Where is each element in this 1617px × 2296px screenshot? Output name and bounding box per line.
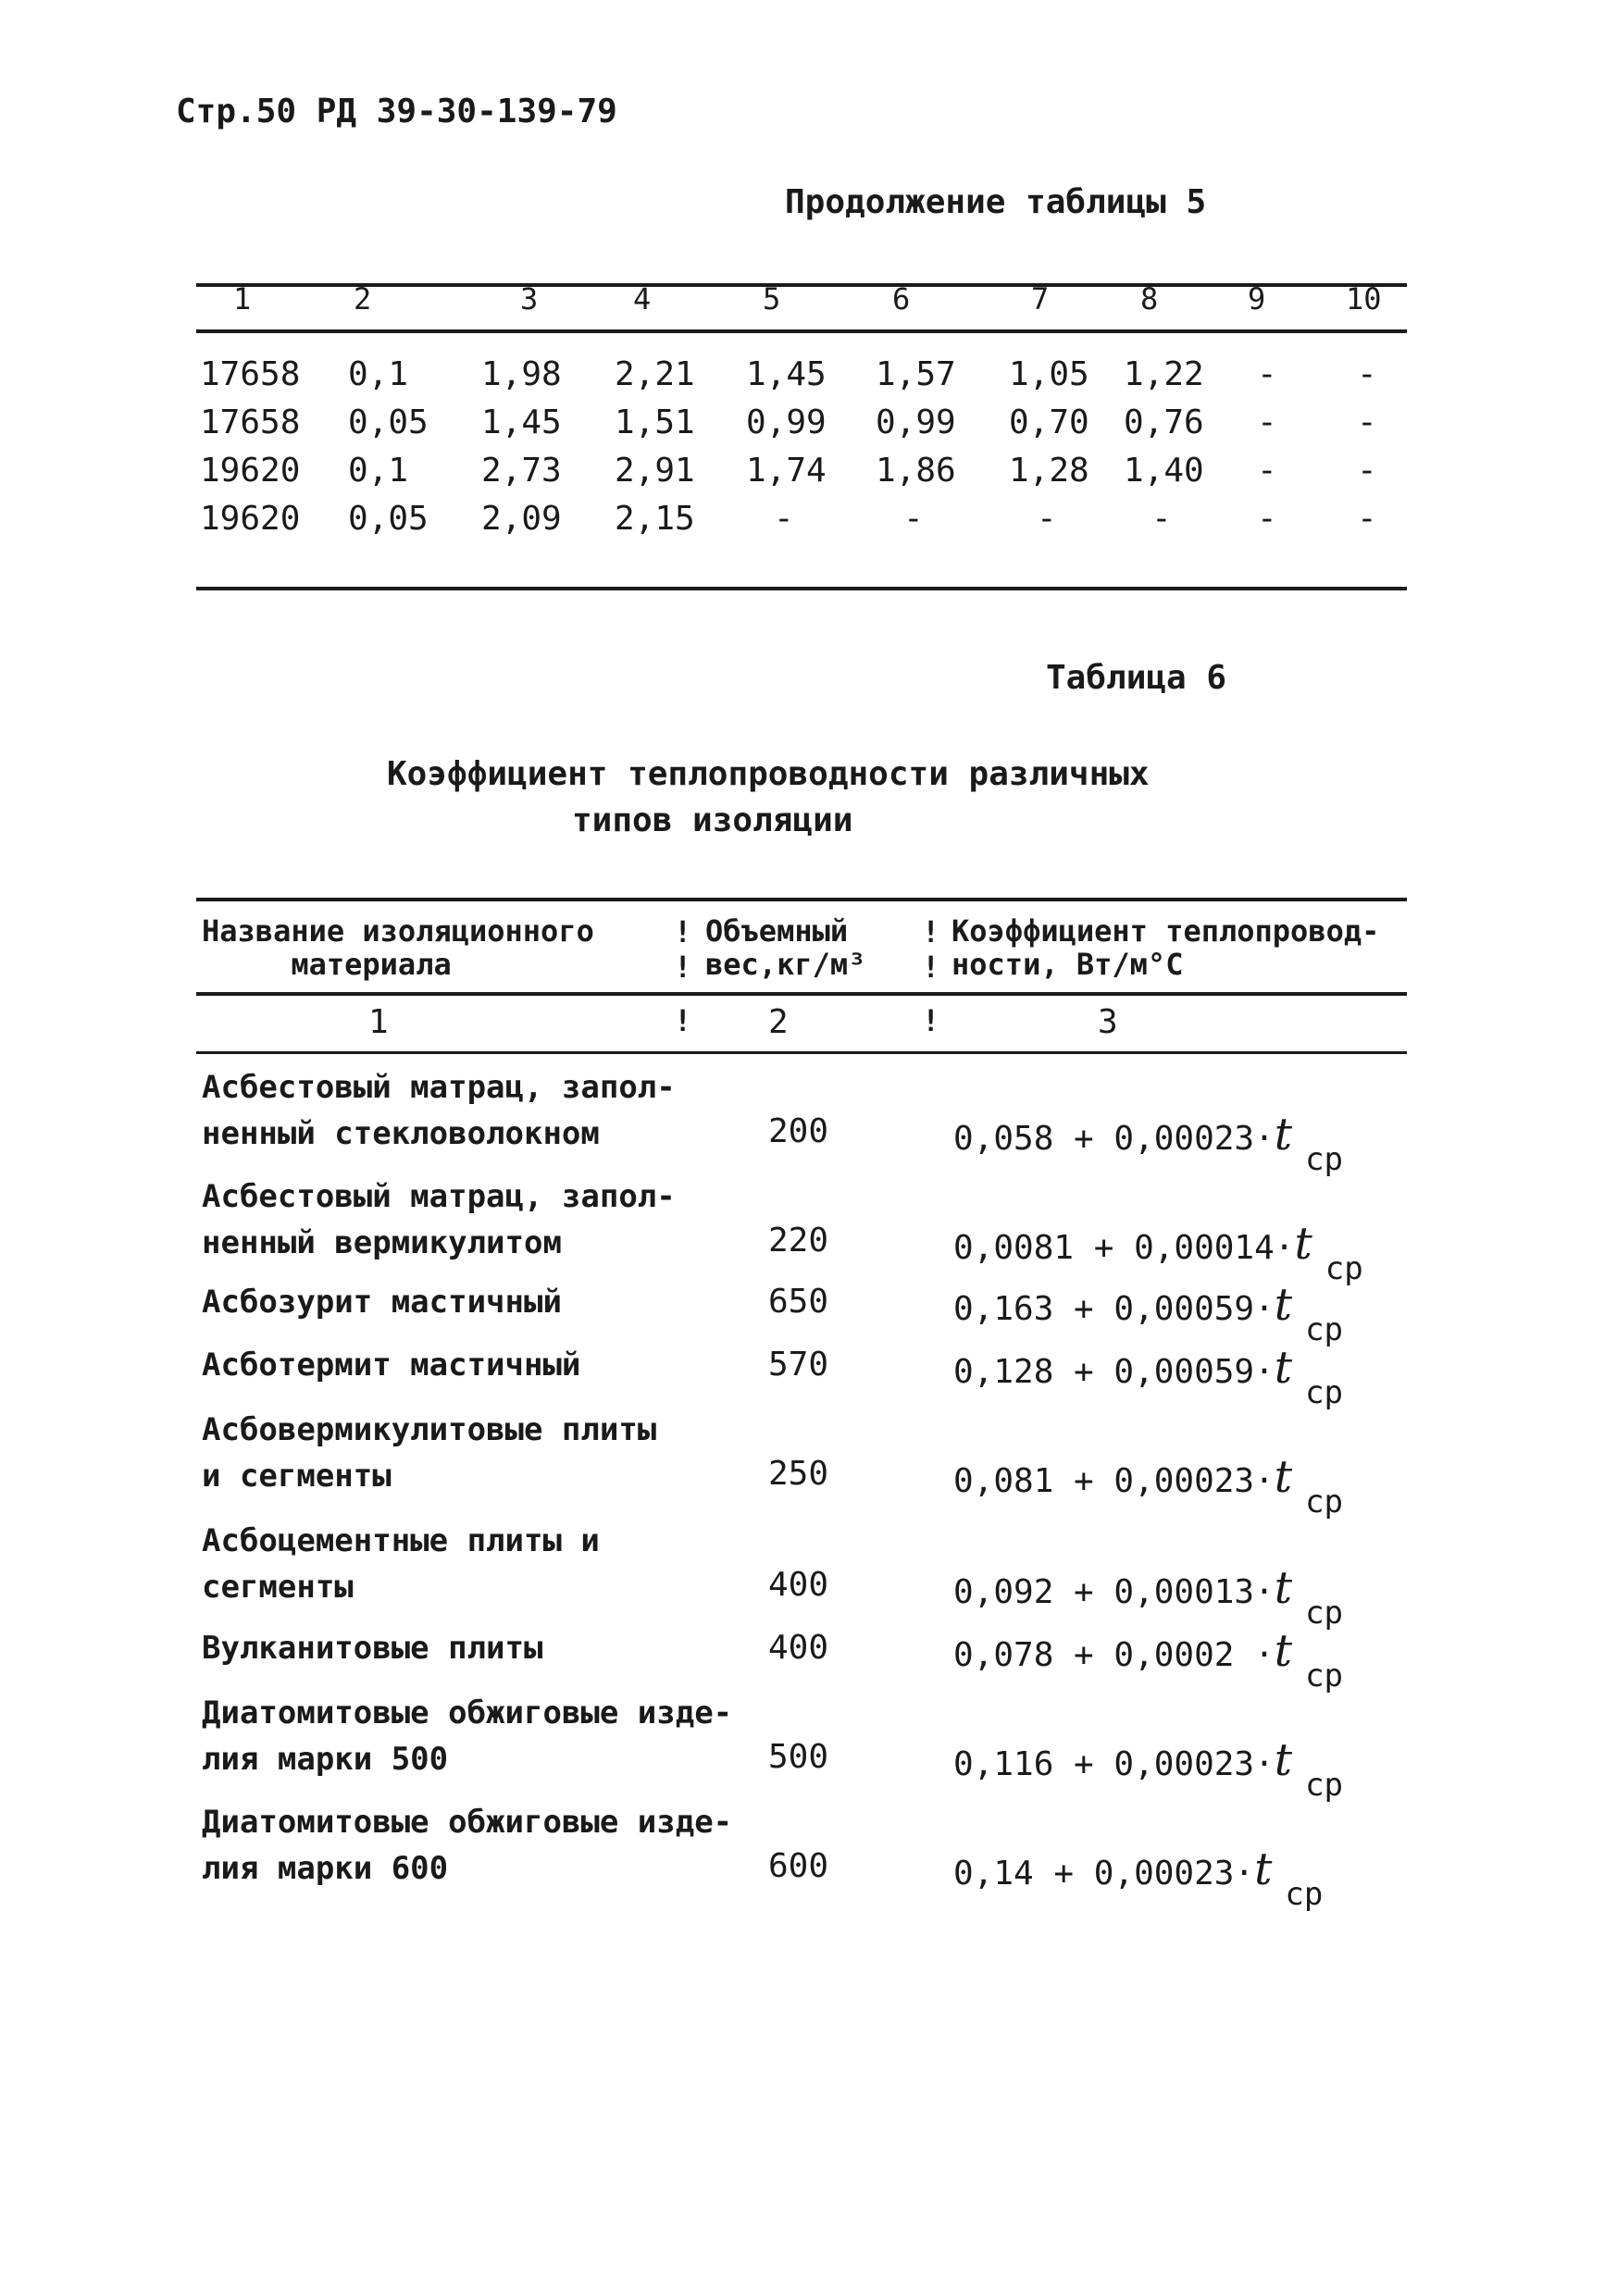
material-name: Асбестовый матрац, запол- ненный вермикулитом: [202, 1178, 676, 1261]
formula-prefix: 0,0081 + 0,00014·: [953, 1229, 1295, 1267]
conductivity-formula: [953, 1625, 1344, 1694]
table5-colnum-5: 5: [763, 281, 781, 316]
t-subscript: ср: [1325, 1250, 1363, 1287]
material-name: Вулканитовые плиты: [202, 1630, 543, 1667]
table6-colnum-3: 3: [1098, 1003, 1118, 1041]
table6-label: Таблица 6: [1046, 659, 1227, 697]
t-subscript: ср: [1305, 1767, 1344, 1804]
t-symbol: t: [1274, 1625, 1293, 1677]
t-symbol: t: [1274, 1734, 1293, 1786]
table6-colnum-2: 2: [768, 1003, 789, 1041]
density-value: 600: [768, 1847, 829, 1885]
material-name: Асбозурит мастичный: [202, 1284, 562, 1321]
table5-cell: -: [903, 500, 924, 538]
density-value: 250: [768, 1455, 829, 1493]
table5-cell: 17658: [200, 355, 301, 393]
table5-cell: -: [1357, 355, 1377, 393]
t-subscript: ср: [1305, 1141, 1344, 1178]
table5-cell: 1,74: [746, 452, 827, 490]
table5-cell: 1,45: [746, 355, 827, 393]
conductivity-formula: [953, 1562, 1344, 1632]
table5-cell: 1,40: [1124, 452, 1204, 490]
conductivity-formula: [953, 1451, 1344, 1520]
table5-cell: 0,76: [1124, 403, 1204, 441]
t-symbol: t: [1254, 1843, 1273, 1895]
table5-cell: -: [1357, 452, 1377, 490]
material-name: Асботермит мастичный: [202, 1347, 581, 1384]
table5-colnum-10: 10: [1346, 281, 1382, 316]
conductivity-formula: [953, 1843, 1324, 1913]
table5-cell: 0,70: [1009, 403, 1089, 441]
column-separator: ! !: [674, 914, 692, 985]
t-subscript: ср: [1305, 1483, 1344, 1520]
density-value: 570: [768, 1346, 829, 1384]
density-value: 650: [768, 1283, 829, 1321]
t-symbol: t: [1274, 1562, 1293, 1614]
material-name: Асбестовый матрац, запол- ненный стекловолокном: [202, 1069, 676, 1152]
t-subscript: ср: [1285, 1876, 1324, 1913]
table6-header-rule: [196, 992, 1407, 996]
density-value: 500: [768, 1738, 829, 1776]
table6-title-line2: типов изоляции: [572, 801, 853, 839]
table5-colnum-3: 3: [520, 281, 539, 316]
table6-header-density: Объемный вес,кг/м³: [705, 913, 866, 982]
table5-cell: -: [1357, 403, 1377, 441]
table5-row: [196, 452, 1407, 498]
table5-cell: 1,98: [481, 355, 562, 393]
table5-cell: 17658: [200, 403, 301, 441]
density-value: 400: [768, 1566, 829, 1604]
conductivity-formula: [953, 1279, 1344, 1348]
t-symbol: t: [1294, 1218, 1312, 1270]
conductivity-formula: [953, 1109, 1344, 1178]
table5-header-rule: [196, 329, 1407, 333]
material-name: Асбоцементные плиты и сегменты: [202, 1522, 600, 1606]
formula-prefix: 0,081 + 0,00023·: [953, 1462, 1275, 1500]
table5-cell: -: [1037, 500, 1057, 538]
t-subscript: ср: [1305, 1374, 1344, 1411]
table6-title-line1: Коэффициент теплопроводности различных: [387, 755, 1150, 793]
density-value: 220: [768, 1222, 829, 1260]
table5-cell: 1,28: [1009, 452, 1089, 490]
table5-cell: 1,57: [876, 355, 956, 393]
column-separator: !: [922, 1003, 940, 1038]
table5-cell: 0,1: [348, 452, 409, 490]
table5-colnum-6: 6: [892, 281, 911, 316]
table5-cell: 1,51: [615, 403, 695, 441]
column-separator: !: [674, 1003, 692, 1038]
table5-cell: -: [1257, 355, 1277, 393]
table5-row: [196, 500, 1407, 546]
table6-top-rule: [196, 898, 1407, 901]
t-subscript: ср: [1305, 1657, 1344, 1694]
density-value: 400: [768, 1629, 829, 1667]
formula-prefix: 0,092 + 0,00013·: [953, 1573, 1275, 1611]
table5-colnum-9: 9: [1248, 281, 1266, 316]
table5-cell: 2,91: [615, 452, 695, 490]
table5-row: [196, 355, 1407, 402]
table5-cell: 0,05: [348, 500, 429, 538]
table6-colnum-1: 1: [368, 1003, 389, 1041]
material-name: Диатомитовые обжиговые изде- лия марки 600: [202, 1804, 733, 1887]
t-symbol: t: [1274, 1451, 1293, 1503]
table6-header-coef: Коэффициент теплопровод- ности, Вт/м°С: [952, 913, 1380, 982]
table5-cell: -: [1357, 500, 1377, 538]
table5-cell: 19620: [200, 500, 301, 538]
table5-cell: 1,05: [1009, 355, 1089, 393]
table5-cell: 0,99: [876, 403, 956, 441]
table5-cell: -: [1257, 500, 1277, 538]
table5-cell: 1,45: [481, 403, 562, 441]
t-symbol: t: [1274, 1279, 1293, 1331]
table5-cell: -: [1257, 452, 1277, 490]
t-subscript: ср: [1305, 1595, 1344, 1632]
table5-cell: -: [774, 500, 794, 538]
table5-cell: -: [1151, 500, 1172, 538]
table5-cell: 1,86: [876, 452, 956, 490]
material-name: Диатомитовые обжиговые изде- лия марки 500: [202, 1694, 733, 1778]
material-name: Асбовермикулитовые плиты и сегменты: [202, 1411, 657, 1495]
t-symbol: t: [1274, 1109, 1293, 1160]
formula-prefix: 0,128 + 0,00059·: [953, 1353, 1275, 1391]
table5-continuation-title: Продолжение таблицы 5: [785, 183, 1207, 221]
table5-cell: 0,1: [348, 355, 409, 393]
table5-colnum-4: 4: [633, 281, 652, 316]
formula-prefix: 0,163 + 0,00059·: [953, 1290, 1275, 1328]
table5-colnum-1: 1: [233, 281, 252, 316]
formula-prefix: 0,116 + 0,00023·: [953, 1745, 1275, 1783]
table5-cell: -: [1257, 403, 1277, 441]
density-value: 200: [768, 1112, 829, 1150]
table5-cell: 0,99: [746, 403, 827, 441]
column-separator: ! !: [922, 914, 940, 985]
conductivity-formula: [953, 1218, 1363, 1287]
table5-colnum-2: 2: [354, 281, 372, 316]
table5-cell: 2,73: [481, 452, 562, 490]
table5-cell: 19620: [200, 452, 301, 490]
conductivity-formula: [953, 1342, 1344, 1411]
table6-numbers-rule: [196, 1051, 1407, 1054]
table5-cell: 2,15: [615, 500, 695, 538]
table5-colnum-8: 8: [1140, 281, 1159, 316]
table5-bottom-rule: [196, 587, 1407, 590]
table5-cell: 1,22: [1124, 355, 1204, 393]
t-subscript: ср: [1305, 1311, 1344, 1348]
formula-prefix: 0,14 + 0,00023·: [953, 1855, 1255, 1893]
table5-cell: 2,09: [481, 500, 562, 538]
formula-prefix: 0,058 + 0,00023·: [953, 1120, 1275, 1158]
page-header: Стр.50 РД 39-30-139-79: [176, 93, 617, 130]
table5-colnum-7: 7: [1031, 281, 1050, 316]
conductivity-formula: [953, 1734, 1344, 1804]
t-symbol: t: [1274, 1342, 1293, 1394]
table5-cell: 0,05: [348, 403, 429, 441]
table5-column-numbers: [196, 281, 1407, 315]
table5-row: [196, 403, 1407, 450]
table5-cell: 2,21: [615, 355, 695, 393]
formula-prefix: 0,078 + 0,0002 ·: [953, 1636, 1275, 1674]
table6-header-name: Название изоляционного материала: [202, 913, 594, 982]
